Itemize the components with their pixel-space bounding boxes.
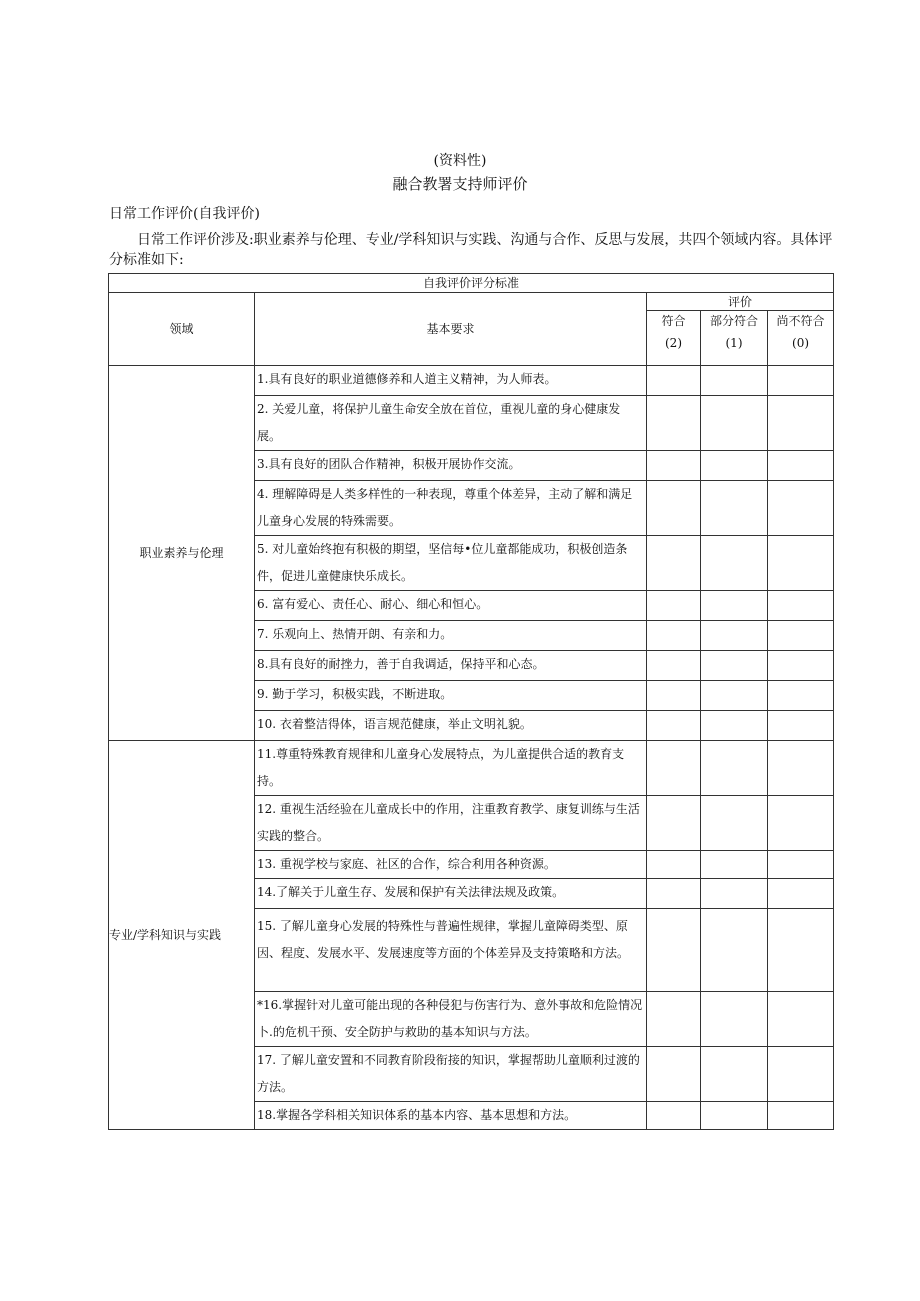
requirement-text: 8.具有良好的耐挫力，善于自我调适，保持平和心态。 <box>255 651 647 681</box>
section-subheading: 日常工作评价(自我评价) <box>109 206 260 222</box>
score-cell-meets[interactable] <box>647 741 701 796</box>
header-col-partial <box>701 311 768 366</box>
score-cell-not-meet[interactable] <box>768 711 834 741</box>
score-cell-meets[interactable] <box>647 681 701 711</box>
domain-professional-ethics: 职业素养与伦理 <box>109 366 255 741</box>
header-domain: 领域 <box>109 293 255 366</box>
score-cell-not-meet[interactable] <box>768 621 834 651</box>
score-cell-partial[interactable] <box>701 909 768 992</box>
header-col-meets <box>647 311 701 366</box>
score-cell-partial[interactable] <box>701 796 768 851</box>
score-cell-not-meet[interactable] <box>768 396 834 451</box>
score-cell-partial[interactable] <box>701 851 768 879</box>
score-cell-not-meet[interactable] <box>768 366 834 396</box>
requirement-text: 9. 勤于学习，积极实践，不断进取。 <box>255 681 647 711</box>
pre-title: (资料性) <box>433 153 487 169</box>
header-col-points: (0) <box>792 336 810 350</box>
self-evaluation-table <box>108 273 834 1130</box>
score-cell-meets[interactable] <box>647 366 701 396</box>
header-col-label: 部分符合 <box>709 314 758 328</box>
requirement-text: 4. 理解障碍是人类多样性的一种表现，尊重个体差异，主动了解和满足儿童身心发展的特殊需要。 <box>255 481 647 536</box>
score-cell-meets[interactable] <box>647 909 701 992</box>
requirement-text: 7. 乐观向上、热情开朗、有亲和力。 <box>255 621 647 651</box>
score-cell-meets[interactable] <box>647 879 701 909</box>
score-cell-not-meet[interactable] <box>768 481 834 536</box>
score-cell-meets[interactable] <box>647 1102 701 1130</box>
requirement-text: 2. 关爱儿童，将保护儿童生命安全放在首位，重视儿童的身心健康发展。 <box>255 396 647 451</box>
score-cell-not-meet[interactable] <box>768 451 834 481</box>
score-cell-not-meet[interactable] <box>768 681 834 711</box>
score-cell-partial[interactable] <box>701 992 768 1047</box>
header-requirements: 基本要求 <box>255 293 647 366</box>
score-cell-partial[interactable] <box>701 711 768 741</box>
requirement-text: 1.具有良好的职业道德修养和人道主义精神，为人师表。 <box>255 366 647 396</box>
score-cell-meets[interactable] <box>647 621 701 651</box>
score-cell-partial[interactable] <box>701 1102 768 1130</box>
score-cell-not-meet[interactable] <box>768 879 834 909</box>
score-cell-not-meet[interactable] <box>768 1102 834 1130</box>
requirement-text: 14.了解关于儿童生存、发展和保护有关法律法规及政策。 <box>255 879 647 909</box>
score-cell-partial[interactable] <box>701 536 768 591</box>
header-col-label: 尚不符合 <box>776 314 825 328</box>
score-cell-partial[interactable] <box>701 621 768 651</box>
requirement-text: 17. 了解儿童安置和不同教育阶段衔接的知识，掌握帮助儿童顺利过渡的方法。 <box>255 1047 647 1102</box>
document-title: 融合教署支持师评价 <box>392 175 528 193</box>
score-cell-meets[interactable] <box>647 451 701 481</box>
header-col-points: (1) <box>725 336 743 350</box>
score-cell-not-meet[interactable] <box>768 536 834 591</box>
domain-professional-knowledge: 专业/学科知识与实践 <box>109 741 255 1130</box>
header-col-not-meet <box>768 311 834 366</box>
score-cell-partial[interactable] <box>701 1047 768 1102</box>
requirement-text: 13. 重视学校与家庭、社区的合作，综合利用各种资源。 <box>255 851 647 879</box>
score-cell-meets[interactable] <box>647 851 701 879</box>
score-cell-partial[interactable] <box>701 741 768 796</box>
requirement-text: 15. 了解儿童身心发展的特殊性与普遍性规律，掌握儿童障碍类型、原因、程度、发展水平、发展速度等方面的个体差异及支持策略和方法。 <box>255 909 647 992</box>
score-cell-partial[interactable] <box>701 366 768 396</box>
score-cell-not-meet[interactable] <box>768 1047 834 1102</box>
score-cell-meets[interactable] <box>647 536 701 591</box>
requirement-text: 11.尊重特殊教育规律和儿童身心发展特点，为儿童提供合适的教育支持。 <box>255 741 647 796</box>
requirement-text: 6. 富有爱心、责任心、耐心、细心和恒心。 <box>255 591 647 621</box>
score-cell-partial[interactable] <box>701 651 768 681</box>
score-cell-meets[interactable] <box>647 796 701 851</box>
requirement-text: 5. 对儿童始终抱有积极的期望，坚信每•位儿童都能成功，积极创造条件，促进儿童健康快乐成长。 <box>255 536 647 591</box>
score-cell-partial[interactable] <box>701 591 768 621</box>
score-cell-partial[interactable] <box>701 879 768 909</box>
score-cell-not-meet[interactable] <box>768 851 834 879</box>
score-cell-not-meet[interactable] <box>768 741 834 796</box>
requirement-text: 12. 重视生活经验在儿童成长中的作用，注重教育教学、康复训练与生活实践的整合。 <box>255 796 647 851</box>
score-cell-not-meet[interactable] <box>768 796 834 851</box>
score-cell-not-meet[interactable] <box>768 909 834 992</box>
header-col-label: 符合 <box>661 314 686 328</box>
header-evaluation: 评价 <box>647 293 834 311</box>
requirement-text: 10. 衣着整洁得体，语言规范健康，举止文明礼貌。 <box>255 711 647 741</box>
requirement-text: 18.掌握各学科相关知识体系的基本内容、基本思想和方法。 <box>255 1102 647 1130</box>
score-cell-meets[interactable] <box>647 396 701 451</box>
score-cell-partial[interactable] <box>701 396 768 451</box>
score-cell-meets[interactable] <box>647 992 701 1047</box>
score-cell-partial[interactable] <box>701 451 768 481</box>
score-cell-not-meet[interactable] <box>768 591 834 621</box>
score-cell-meets[interactable] <box>647 591 701 621</box>
score-cell-not-meet[interactable] <box>768 651 834 681</box>
requirement-text: 3.具有良好的团队合作精神，积极开展协作交流。 <box>255 451 647 481</box>
score-cell-meets[interactable] <box>647 711 701 741</box>
score-cell-not-meet[interactable] <box>768 992 834 1047</box>
intro-paragraph: 日常工作评价涉及:职业素养与伦理、专业/学科知识与实践、沟通与合作、反思与发展，共四个领域内容。具体评分标准如下: <box>109 232 833 268</box>
header-col-points: (2) <box>665 336 682 350</box>
requirement-text: *16.掌握针对儿童可能出现的各种侵犯与伤害行为、意外事故和危险情况卜.的危机干预、安全防护与救助的基本知识与方法。 <box>255 992 647 1047</box>
score-cell-partial[interactable] <box>701 681 768 711</box>
score-cell-meets[interactable] <box>647 1047 701 1102</box>
table-caption: 自我评价评分标准 <box>109 274 834 293</box>
score-cell-meets[interactable] <box>647 481 701 536</box>
score-cell-meets[interactable] <box>647 651 701 681</box>
score-cell-partial[interactable] <box>701 481 768 536</box>
